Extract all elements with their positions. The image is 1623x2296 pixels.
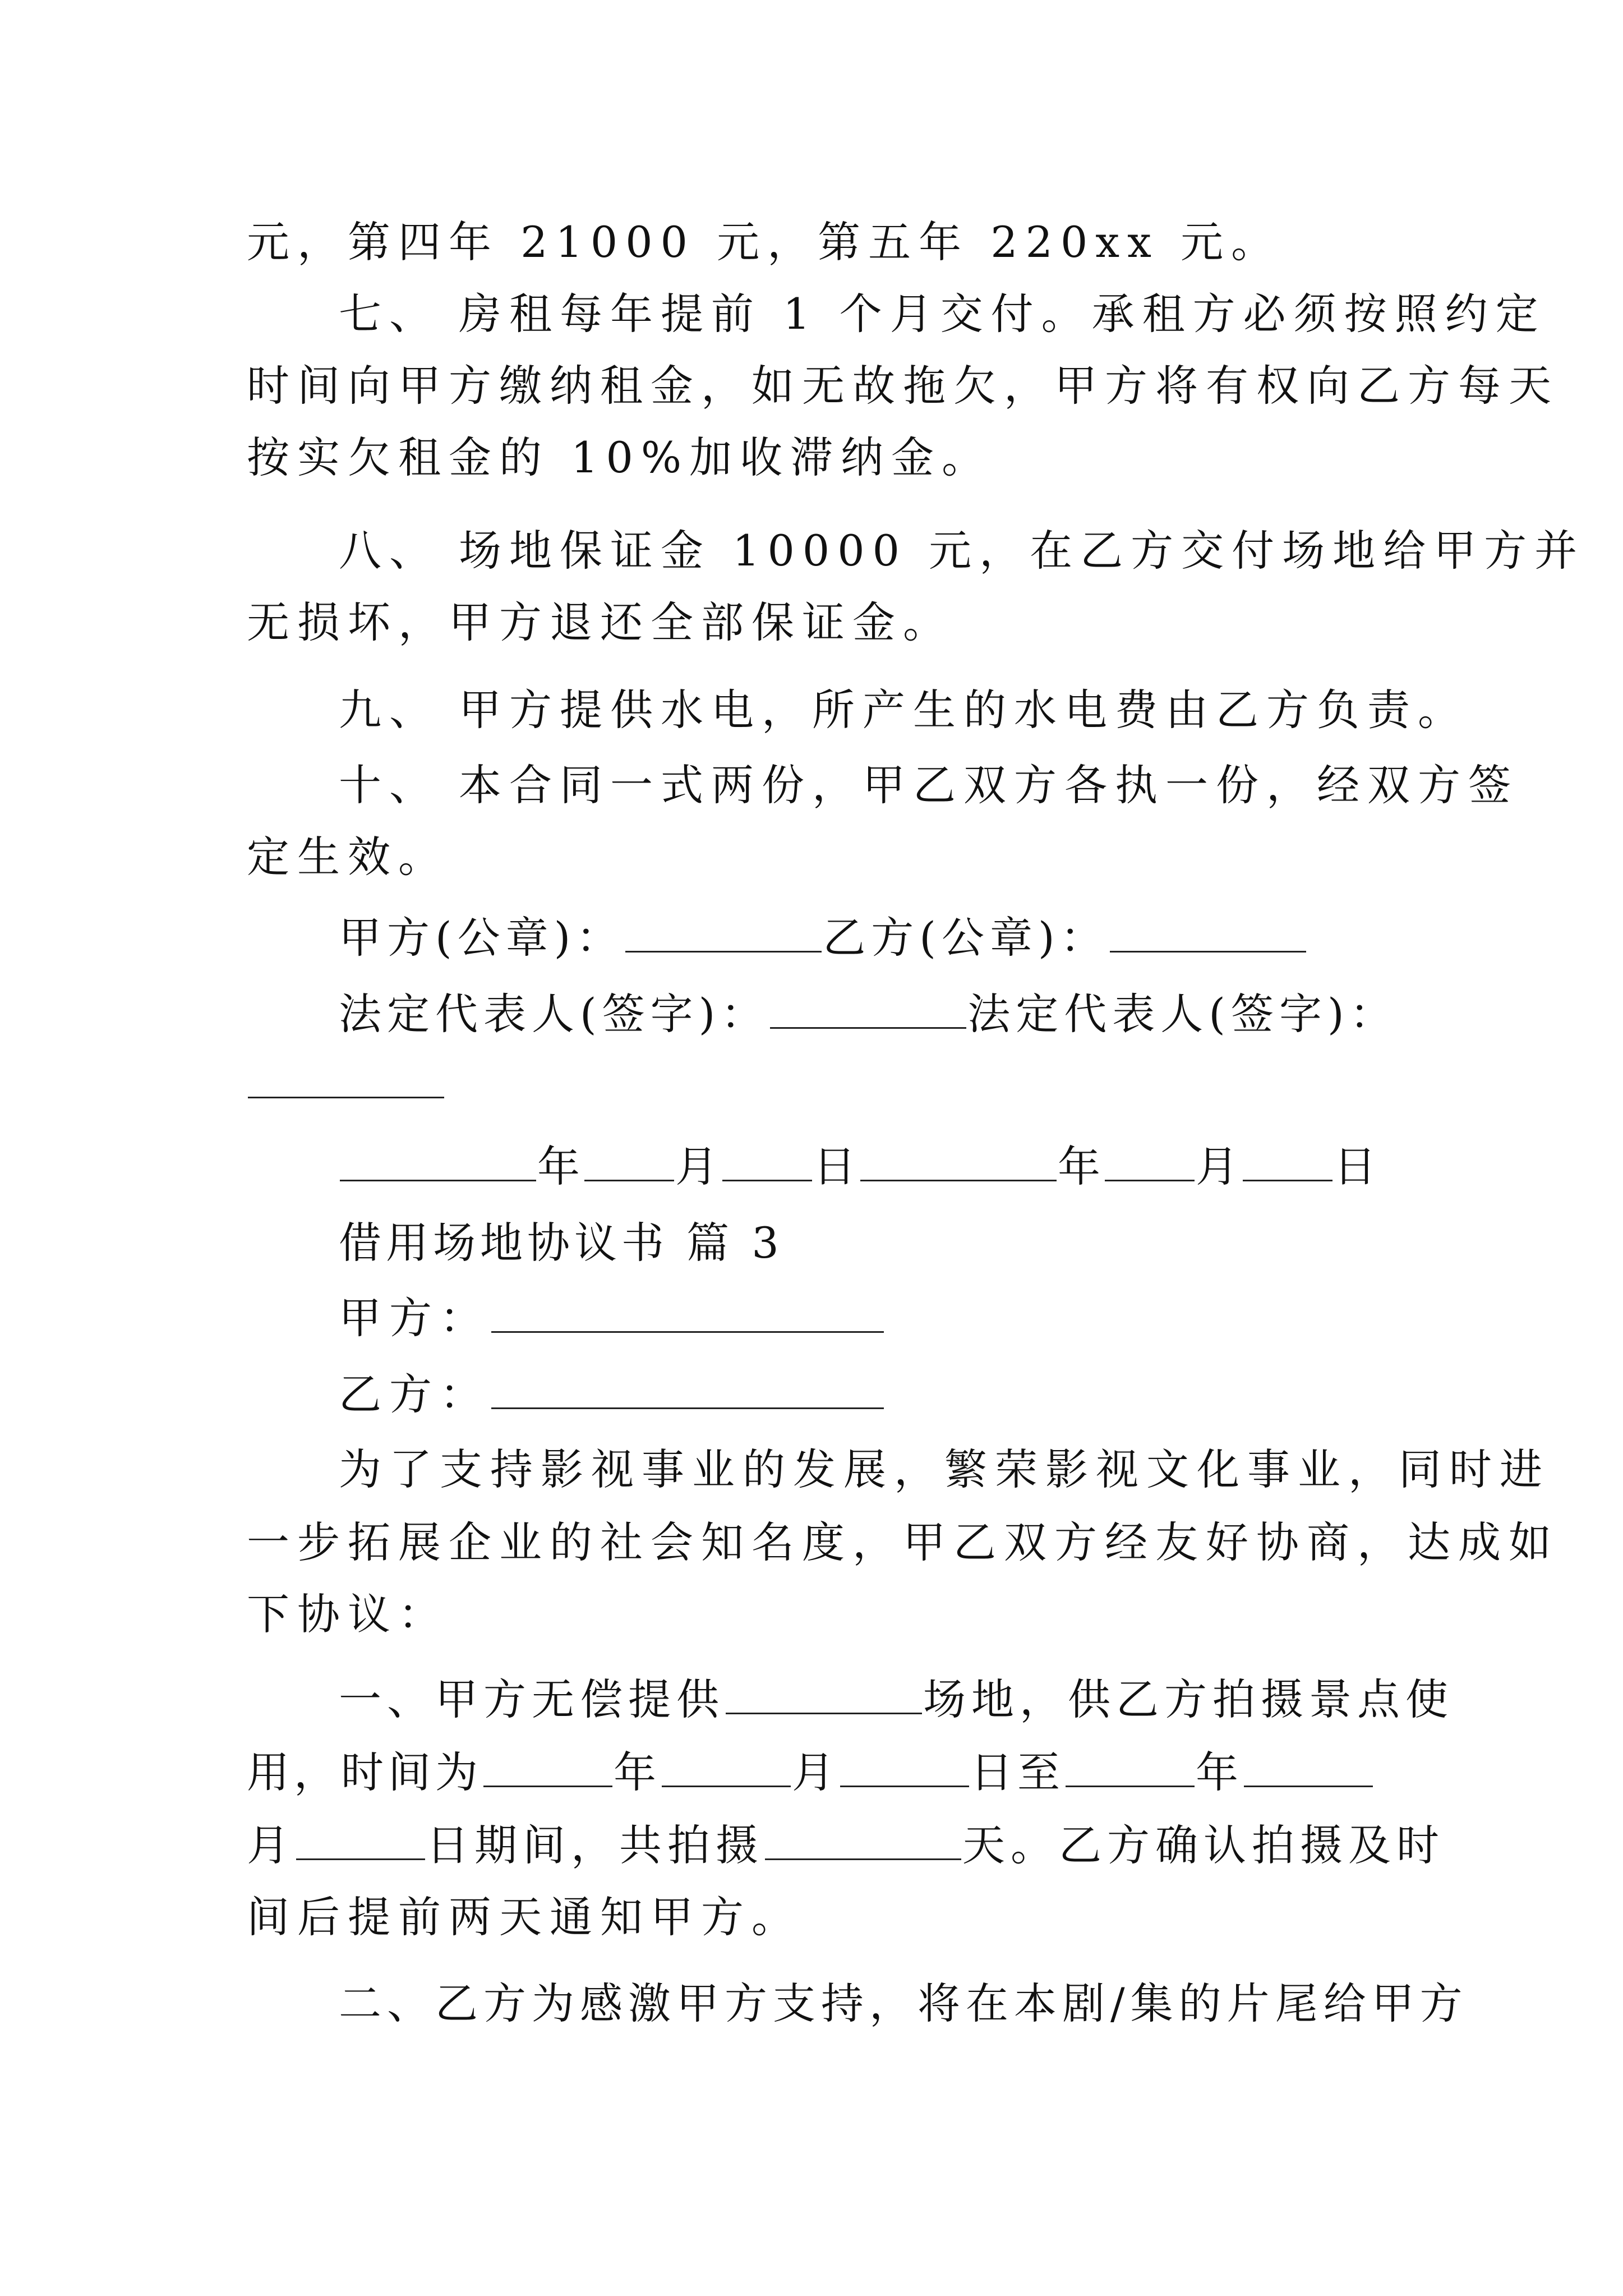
legal-rep-b-label: 法定代表人(签字)： — [967, 989, 1398, 1039]
section-3-title — [339, 1209, 783, 1277]
text: 用，时间为 — [247, 1747, 482, 1797]
text: 天。乙方确认拍摄及时 — [962, 1820, 1445, 1870]
clause-7-line-2 — [247, 352, 1559, 420]
clause-number: 七、 — [339, 289, 440, 339]
date-line — [339, 1133, 1380, 1200]
start-month-blank[interactable] — [662, 1746, 791, 1787]
party-a-label: 甲方： — [339, 1293, 490, 1343]
text: 无损坏，甲方退还全部保证金。 — [247, 597, 953, 647]
text: 甲方提供水电，所产生的水电费由乙方负责。 — [459, 685, 1468, 735]
legal-rep-b-blank[interactable] — [248, 1057, 444, 1098]
legal-rep-line — [339, 981, 1398, 1048]
party-a-blank[interactable] — [491, 1292, 884, 1333]
rent-schedule-line — [247, 209, 1281, 276]
party-a-seal-label: 甲方(公章)： — [339, 913, 625, 963]
text: 一、甲方无偿提供 — [339, 1674, 725, 1724]
text: 房租每年提前 1 个月交付。承租方必须按照约定 — [459, 289, 1546, 339]
text: 年 — [614, 1747, 661, 1797]
legal-rep-b-blank-line — [247, 1050, 445, 1117]
text: 为了支持影视事业的发展，繁荣影视文化事业，同时进 — [339, 1444, 1550, 1494]
text: 间后提前两天通知甲方。 — [247, 1892, 802, 1942]
end-year-blank[interactable] — [1066, 1746, 1195, 1787]
day-label: 日 — [1334, 1142, 1380, 1191]
party-b-seal-label: 乙方(公章)： — [823, 913, 1109, 963]
date-a-month-blank[interactable] — [584, 1140, 674, 1181]
end-day-blank[interactable] — [296, 1819, 425, 1860]
shoot-days-blank[interactable] — [765, 1819, 961, 1860]
clause-10-line-1 — [339, 752, 1519, 819]
text: 场地保证金 10000 元，在乙方交付场地给甲方并 — [459, 526, 1585, 576]
intro-line-1 — [339, 1436, 1550, 1503]
date-a-day-blank[interactable] — [722, 1140, 812, 1181]
text: 年 — [1196, 1747, 1243, 1797]
seal-line — [339, 904, 1307, 972]
text: 定生效。 — [247, 832, 449, 882]
party-a-seal-blank[interactable] — [625, 912, 822, 953]
start-year-blank[interactable] — [483, 1746, 612, 1787]
clause-7-line-1 — [339, 280, 1546, 348]
text: 场地，供乙方拍摄景点使 — [923, 1674, 1454, 1724]
clause-7-line-3 — [247, 424, 992, 491]
year-label: 年 — [1058, 1142, 1104, 1191]
s3-clause-1-line-2 — [247, 1739, 1374, 1806]
s3-clause-1-line-1 — [339, 1666, 1454, 1733]
s3-clause-1-line-3 — [247, 1812, 1445, 1879]
clause-number: 九、 — [339, 685, 440, 735]
end-month-blank-part[interactable] — [1244, 1746, 1373, 1787]
year-label: 年 — [537, 1142, 583, 1191]
section-title: 借用场地协议书 篇 3 — [339, 1218, 783, 1268]
clause-10-line-2 — [247, 823, 449, 891]
month-label: 月 — [675, 1142, 721, 1191]
day-label: 日 — [813, 1142, 859, 1191]
date-b-month-blank[interactable] — [1105, 1140, 1195, 1181]
party-b-blank[interactable] — [491, 1368, 884, 1409]
month-label: 月 — [1196, 1142, 1242, 1191]
s3-clause-1-line-4 — [247, 1884, 802, 1951]
party-b-label: 乙方： — [339, 1369, 490, 1419]
s3-clause-2-line-1 — [339, 1970, 1468, 2037]
date-b-year-blank[interactable] — [860, 1140, 1057, 1181]
text: 下协议： — [247, 1589, 449, 1639]
text: 月 — [247, 1820, 295, 1870]
date-a-year-blank[interactable] — [340, 1140, 536, 1181]
party-a-line — [339, 1285, 885, 1352]
intro-line-2 — [247, 1509, 1559, 1576]
clause-8-line-1 — [339, 517, 1585, 585]
clause-8-line-2 — [247, 589, 953, 656]
clause-number: 十、 — [339, 760, 440, 810]
text: 月 — [792, 1747, 839, 1797]
intro-line-3 — [247, 1581, 449, 1648]
date-b-day-blank[interactable] — [1243, 1140, 1332, 1181]
clause-9-line — [339, 677, 1468, 744]
text: 时间向甲方缴纳租金，如无故拖欠，甲方将有权向乙方每天 — [247, 361, 1559, 411]
text: 日期间，共拍摄 — [426, 1820, 764, 1870]
venue-blank[interactable] — [726, 1673, 922, 1714]
party-b-seal-blank[interactable] — [1110, 912, 1306, 953]
legal-rep-a-blank[interactable] — [770, 988, 966, 1029]
text: 按实欠租金的 10%加收滞纳金。 — [247, 432, 993, 482]
text: 二、乙方为感激甲方支持，将在本剧/集的片尾给甲方 — [339, 1978, 1468, 2028]
clause-number: 八、 — [339, 526, 440, 576]
text: 一步拓展企业的社会知名度，甲乙双方经友好协商，达成如 — [247, 1517, 1559, 1567]
start-day-blank[interactable] — [840, 1746, 969, 1787]
text: 本合同一式两份，甲乙双方各执一份，经双方签 — [459, 760, 1519, 810]
party-b-line — [339, 1361, 885, 1428]
text: 日至 — [970, 1747, 1064, 1797]
text: 元，第四年 21000 元，第五年 220xx 元。 — [247, 217, 1282, 267]
legal-rep-a-label: 法定代表人(签字)： — [339, 989, 769, 1039]
